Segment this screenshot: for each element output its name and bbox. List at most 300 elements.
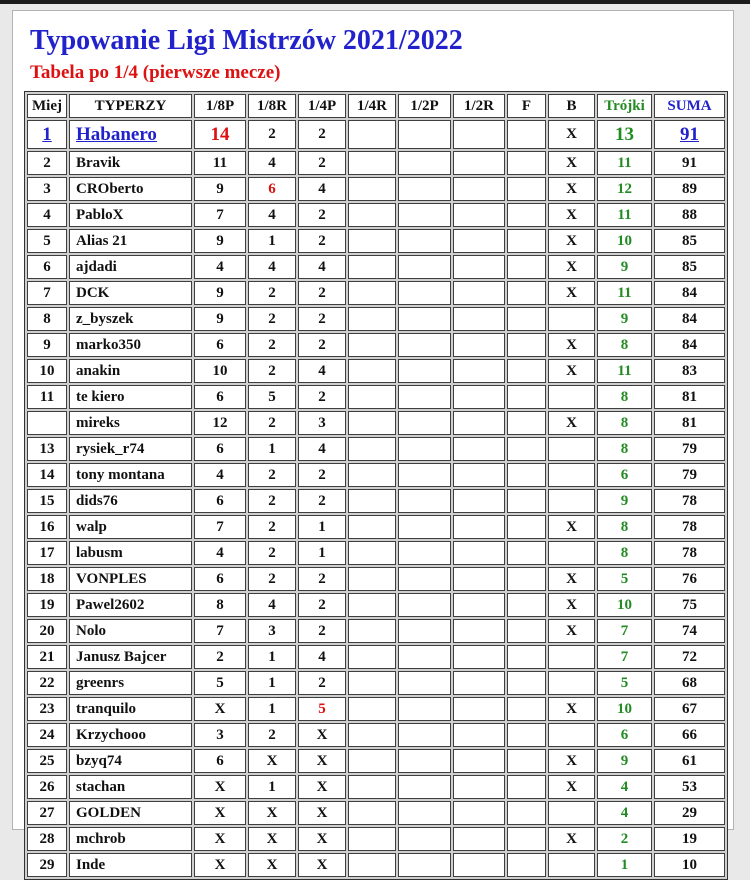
table-row: [27, 177, 725, 201]
table-row: [27, 515, 725, 539]
table-row: [27, 489, 725, 513]
value-cell: [507, 281, 546, 305]
value-cell: [348, 359, 396, 383]
value-cell: 2: [248, 120, 296, 149]
value-cell: [348, 853, 396, 877]
value-cell: [548, 489, 595, 513]
value-cell: [398, 177, 451, 201]
place-cell: 4: [27, 203, 67, 227]
value-cell: 2: [248, 307, 296, 331]
name-cell: mireks: [69, 411, 192, 435]
name-cell: Nolo: [69, 619, 192, 643]
value-cell: [453, 437, 505, 461]
table-row: [27, 307, 725, 331]
value-cell: [348, 489, 396, 513]
value-cell: [548, 801, 595, 825]
place-cell: 28: [27, 827, 67, 851]
value-cell: 2: [248, 359, 296, 383]
value-cell: [453, 853, 505, 877]
value-cell: [348, 723, 396, 747]
place-cell: 2: [27, 151, 67, 175]
column-header: 1/2R: [453, 94, 505, 118]
place-cell: 8: [27, 307, 67, 331]
value-cell: X: [548, 229, 595, 253]
value-cell: 84: [654, 281, 725, 305]
value-cell: [348, 515, 396, 539]
value-cell: [507, 723, 546, 747]
value-cell: [453, 749, 505, 773]
value-cell: [453, 177, 505, 201]
value-cell: 14: [194, 120, 246, 149]
value-cell: 4: [597, 801, 652, 825]
value-cell: 53: [654, 775, 725, 799]
value-cell: X: [298, 775, 346, 799]
value-cell: [453, 229, 505, 253]
value-cell: 2: [298, 385, 346, 409]
value-cell: 2: [194, 645, 246, 669]
value-cell: 12: [597, 177, 652, 201]
place-cell: 17: [27, 541, 67, 565]
value-cell: 9: [597, 255, 652, 279]
value-cell: [348, 697, 396, 721]
value-cell: 10: [597, 229, 652, 253]
table-row: [27, 333, 725, 357]
value-cell: 10: [654, 853, 725, 877]
value-cell: [348, 203, 396, 227]
value-cell: 76: [654, 567, 725, 591]
value-cell: 5: [194, 671, 246, 695]
value-cell: 2: [298, 593, 346, 617]
window-top-border: [0, 0, 750, 4]
value-cell: 5: [597, 671, 652, 695]
name-cell: Bravik: [69, 151, 192, 175]
table-row: [27, 281, 725, 305]
value-cell: [548, 723, 595, 747]
value-cell: [507, 437, 546, 461]
value-cell: 85: [654, 229, 725, 253]
table-row: [27, 203, 725, 227]
value-cell: 2: [298, 333, 346, 357]
value-cell: 2: [298, 489, 346, 513]
value-cell: 4: [248, 203, 296, 227]
value-cell: X: [548, 359, 595, 383]
name-cell: bzyq74: [69, 749, 192, 773]
value-cell: [453, 645, 505, 669]
value-cell: [507, 151, 546, 175]
value-cell: X: [548, 411, 595, 435]
column-header: F: [507, 94, 546, 118]
column-header: 1/2P: [398, 94, 451, 118]
value-cell: [453, 463, 505, 487]
value-cell: 66: [654, 723, 725, 747]
value-cell: 4: [597, 775, 652, 799]
value-cell: [507, 255, 546, 279]
value-cell: [348, 801, 396, 825]
table-row: [27, 749, 725, 773]
name-cell: walp: [69, 515, 192, 539]
value-cell: 4: [248, 151, 296, 175]
value-cell: [398, 359, 451, 383]
value-cell: [507, 489, 546, 513]
place-cell: 18: [27, 567, 67, 591]
value-cell: [453, 359, 505, 383]
value-cell: 8: [597, 437, 652, 461]
value-cell: [507, 749, 546, 773]
value-cell: 6: [194, 489, 246, 513]
value-cell: 2: [298, 120, 346, 149]
value-cell: [507, 593, 546, 617]
table-row: [27, 567, 725, 591]
name-cell: anakin: [69, 359, 192, 383]
place-cell: 27: [27, 801, 67, 825]
value-cell: [348, 645, 396, 669]
value-cell: 75: [654, 593, 725, 617]
value-cell: 10: [597, 593, 652, 617]
value-cell: [507, 827, 546, 851]
column-header: 1/4R: [348, 94, 396, 118]
value-cell: 4: [298, 359, 346, 383]
value-cell: [507, 411, 546, 435]
value-cell: 7: [194, 619, 246, 643]
name-cell: z_byszek: [69, 307, 192, 331]
value-cell: [507, 541, 546, 565]
name-cell: rysiek_r74: [69, 437, 192, 461]
value-cell: 11: [597, 151, 652, 175]
name-cell: tranquilo: [69, 697, 192, 721]
value-cell: [507, 775, 546, 799]
value-cell: [398, 593, 451, 617]
table-row: [27, 593, 725, 617]
value-cell: [453, 827, 505, 851]
name-cell: Pawel2602: [69, 593, 192, 617]
value-cell: [507, 333, 546, 357]
name-cell: Inde: [69, 853, 192, 877]
value-cell: [348, 593, 396, 617]
table-row: [27, 359, 725, 383]
place-cell: 11: [27, 385, 67, 409]
name-cell: GOLDEN: [69, 801, 192, 825]
value-cell: [453, 203, 505, 227]
value-cell: 6: [194, 385, 246, 409]
value-cell: [453, 619, 505, 643]
value-cell: 9: [597, 307, 652, 331]
value-cell: 84: [654, 333, 725, 357]
page-title: Typowanie Ligi Mistrzów 2021/2022: [30, 25, 463, 56]
value-cell: 78: [654, 515, 725, 539]
value-cell: 6: [194, 333, 246, 357]
column-header: Miej: [27, 94, 67, 118]
value-cell: [453, 411, 505, 435]
value-cell: 1: [298, 515, 346, 539]
value-cell: 1: [248, 437, 296, 461]
value-cell: [507, 801, 546, 825]
name-cell: DCK: [69, 281, 192, 305]
value-cell: 11: [597, 203, 652, 227]
value-cell: X: [194, 775, 246, 799]
value-cell: [507, 385, 546, 409]
value-cell: 83: [654, 359, 725, 383]
value-cell: X: [548, 697, 595, 721]
value-cell: 61: [654, 749, 725, 773]
value-cell: 4: [248, 593, 296, 617]
standings-body: [27, 120, 725, 877]
value-cell: [453, 593, 505, 617]
place-cell: 5: [27, 229, 67, 253]
value-cell: X: [248, 801, 296, 825]
value-cell: [348, 229, 396, 253]
value-cell: [453, 541, 505, 565]
value-cell: 2: [248, 515, 296, 539]
value-cell: 9: [597, 489, 652, 513]
value-cell: [398, 411, 451, 435]
column-header: Trójki: [597, 94, 652, 118]
name-cell: VONPLES: [69, 567, 192, 591]
table-row: [27, 411, 725, 435]
value-cell: [453, 120, 505, 149]
value-cell: X: [548, 120, 595, 149]
name-cell: marko350: [69, 333, 192, 357]
header-row: [27, 94, 725, 118]
value-cell: 1: [597, 853, 652, 877]
value-cell: [398, 723, 451, 747]
table-row: [27, 645, 725, 669]
value-cell: 7: [597, 645, 652, 669]
value-cell: 8: [597, 385, 652, 409]
value-cell: [398, 645, 451, 669]
value-cell: 8: [194, 593, 246, 617]
value-cell: 85: [654, 255, 725, 279]
value-cell: [348, 255, 396, 279]
value-cell: [398, 151, 451, 175]
value-cell: X: [194, 697, 246, 721]
place-cell: 26: [27, 775, 67, 799]
value-cell: 74: [654, 619, 725, 643]
value-cell: 79: [654, 437, 725, 461]
value-cell: 4: [298, 437, 346, 461]
value-cell: X: [548, 177, 595, 201]
place-cell: 6: [27, 255, 67, 279]
value-cell: 12: [194, 411, 246, 435]
value-cell: X: [248, 853, 296, 877]
page-subtitle: Tabela po 1/4 (pierwsze mecze): [30, 62, 281, 83]
value-cell: X: [194, 827, 246, 851]
value-cell: X: [298, 853, 346, 877]
value-cell: [348, 775, 396, 799]
value-cell: 1: [248, 775, 296, 799]
place-cell: 9: [27, 333, 67, 357]
value-cell: [507, 515, 546, 539]
column-header: SUMA: [654, 94, 725, 118]
name-cell: te kiero: [69, 385, 192, 409]
value-cell: [453, 697, 505, 721]
name-cell: greenrs: [69, 671, 192, 695]
table-row: [27, 671, 725, 695]
value-cell: 2: [248, 541, 296, 565]
value-cell: [453, 333, 505, 357]
value-cell: [398, 801, 451, 825]
value-cell: [507, 671, 546, 695]
place-cell: 21: [27, 645, 67, 669]
value-cell: X: [548, 827, 595, 851]
value-cell: 2: [298, 671, 346, 695]
value-cell: 79: [654, 463, 725, 487]
value-cell: 78: [654, 541, 725, 565]
name-cell: Krzychooo: [69, 723, 192, 747]
place-cell: 22: [27, 671, 67, 695]
value-cell: 3: [248, 619, 296, 643]
value-cell: 5: [298, 697, 346, 721]
value-cell: 6: [597, 723, 652, 747]
value-cell: 4: [298, 177, 346, 201]
value-cell: [398, 203, 451, 227]
value-cell: 2: [248, 281, 296, 305]
table-row: [27, 437, 725, 461]
value-cell: 2: [248, 463, 296, 487]
value-cell: [398, 619, 451, 643]
value-cell: [398, 437, 451, 461]
value-cell: 2: [248, 411, 296, 435]
value-cell: 6: [194, 437, 246, 461]
value-cell: [348, 671, 396, 695]
value-cell: 8: [597, 515, 652, 539]
name-cell: Alias 21: [69, 229, 192, 253]
value-cell: X: [194, 853, 246, 877]
value-cell: [348, 437, 396, 461]
value-cell: 6: [597, 463, 652, 487]
value-cell: 11: [597, 359, 652, 383]
value-cell: [453, 281, 505, 305]
value-cell: X: [548, 151, 595, 175]
place-cell: 19: [27, 593, 67, 617]
value-cell: [398, 853, 451, 877]
value-cell: X: [298, 723, 346, 747]
value-cell: 5: [597, 567, 652, 591]
value-cell: 4: [248, 255, 296, 279]
value-cell: 2: [597, 827, 652, 851]
value-cell: [453, 385, 505, 409]
value-cell: 13: [597, 120, 652, 149]
column-header: 1/4P: [298, 94, 346, 118]
value-cell: [507, 645, 546, 669]
value-cell: [348, 177, 396, 201]
value-cell: [453, 801, 505, 825]
value-cell: [507, 567, 546, 591]
table-row: [27, 827, 725, 851]
value-cell: 10: [597, 697, 652, 721]
value-cell: [453, 255, 505, 279]
value-cell: X: [548, 775, 595, 799]
value-cell: 9: [194, 281, 246, 305]
value-cell: 6: [248, 177, 296, 201]
value-cell: [453, 307, 505, 331]
place-cell: 15: [27, 489, 67, 513]
value-cell: [398, 307, 451, 331]
value-cell: 4: [298, 645, 346, 669]
value-cell: [398, 567, 451, 591]
value-cell: [398, 515, 451, 539]
table-row: [27, 853, 725, 877]
name-cell: dids76: [69, 489, 192, 513]
value-cell: [348, 333, 396, 357]
name-cell: mchrob: [69, 827, 192, 851]
table-row: [27, 619, 725, 643]
value-cell: [548, 463, 595, 487]
value-cell: [398, 671, 451, 695]
value-cell: 1: [298, 541, 346, 565]
value-cell: 89: [654, 177, 725, 201]
value-cell: 4: [194, 463, 246, 487]
value-cell: 29: [654, 801, 725, 825]
value-cell: [453, 151, 505, 175]
value-cell: [507, 359, 546, 383]
value-cell: X: [248, 749, 296, 773]
value-cell: X: [298, 749, 346, 773]
value-cell: 1: [248, 645, 296, 669]
value-cell: [507, 697, 546, 721]
value-cell: 2: [298, 567, 346, 591]
value-cell: 9: [194, 177, 246, 201]
value-cell: [348, 619, 396, 643]
value-cell: [548, 645, 595, 669]
table-row: [27, 151, 725, 175]
value-cell: X: [548, 593, 595, 617]
name-cell: CROberto: [69, 177, 192, 201]
value-cell: 91: [654, 120, 725, 149]
value-cell: 7: [597, 619, 652, 643]
value-cell: [548, 671, 595, 695]
value-cell: [398, 385, 451, 409]
value-cell: 68: [654, 671, 725, 695]
value-cell: [398, 120, 451, 149]
column-header: B: [548, 94, 595, 118]
value-cell: [348, 151, 396, 175]
value-cell: [398, 229, 451, 253]
value-cell: 2: [248, 567, 296, 591]
value-cell: [398, 281, 451, 305]
name-cell: Janusz Bajcer: [69, 645, 192, 669]
value-cell: 81: [654, 411, 725, 435]
value-cell: [453, 489, 505, 513]
value-cell: [453, 775, 505, 799]
value-cell: [453, 723, 505, 747]
value-cell: 2: [248, 723, 296, 747]
table-row: [27, 255, 725, 279]
name-cell: labusm: [69, 541, 192, 565]
value-cell: 4: [194, 541, 246, 565]
value-cell: [548, 437, 595, 461]
name-cell: tony montana: [69, 463, 192, 487]
table-row: [27, 463, 725, 487]
value-cell: 8: [597, 333, 652, 357]
value-cell: 2: [298, 151, 346, 175]
value-cell: [348, 749, 396, 773]
value-cell: 2: [298, 307, 346, 331]
value-cell: [453, 515, 505, 539]
value-cell: [398, 749, 451, 773]
name-cell: PabloX: [69, 203, 192, 227]
value-cell: [507, 307, 546, 331]
value-cell: [548, 385, 595, 409]
value-cell: 3: [194, 723, 246, 747]
table-row: [27, 541, 725, 565]
table-row: [27, 120, 725, 149]
value-cell: [398, 541, 451, 565]
value-cell: 9: [194, 229, 246, 253]
content-panel: [12, 10, 734, 873]
value-cell: 2: [298, 203, 346, 227]
name-cell: ajdadi: [69, 255, 192, 279]
table-row: [27, 229, 725, 253]
